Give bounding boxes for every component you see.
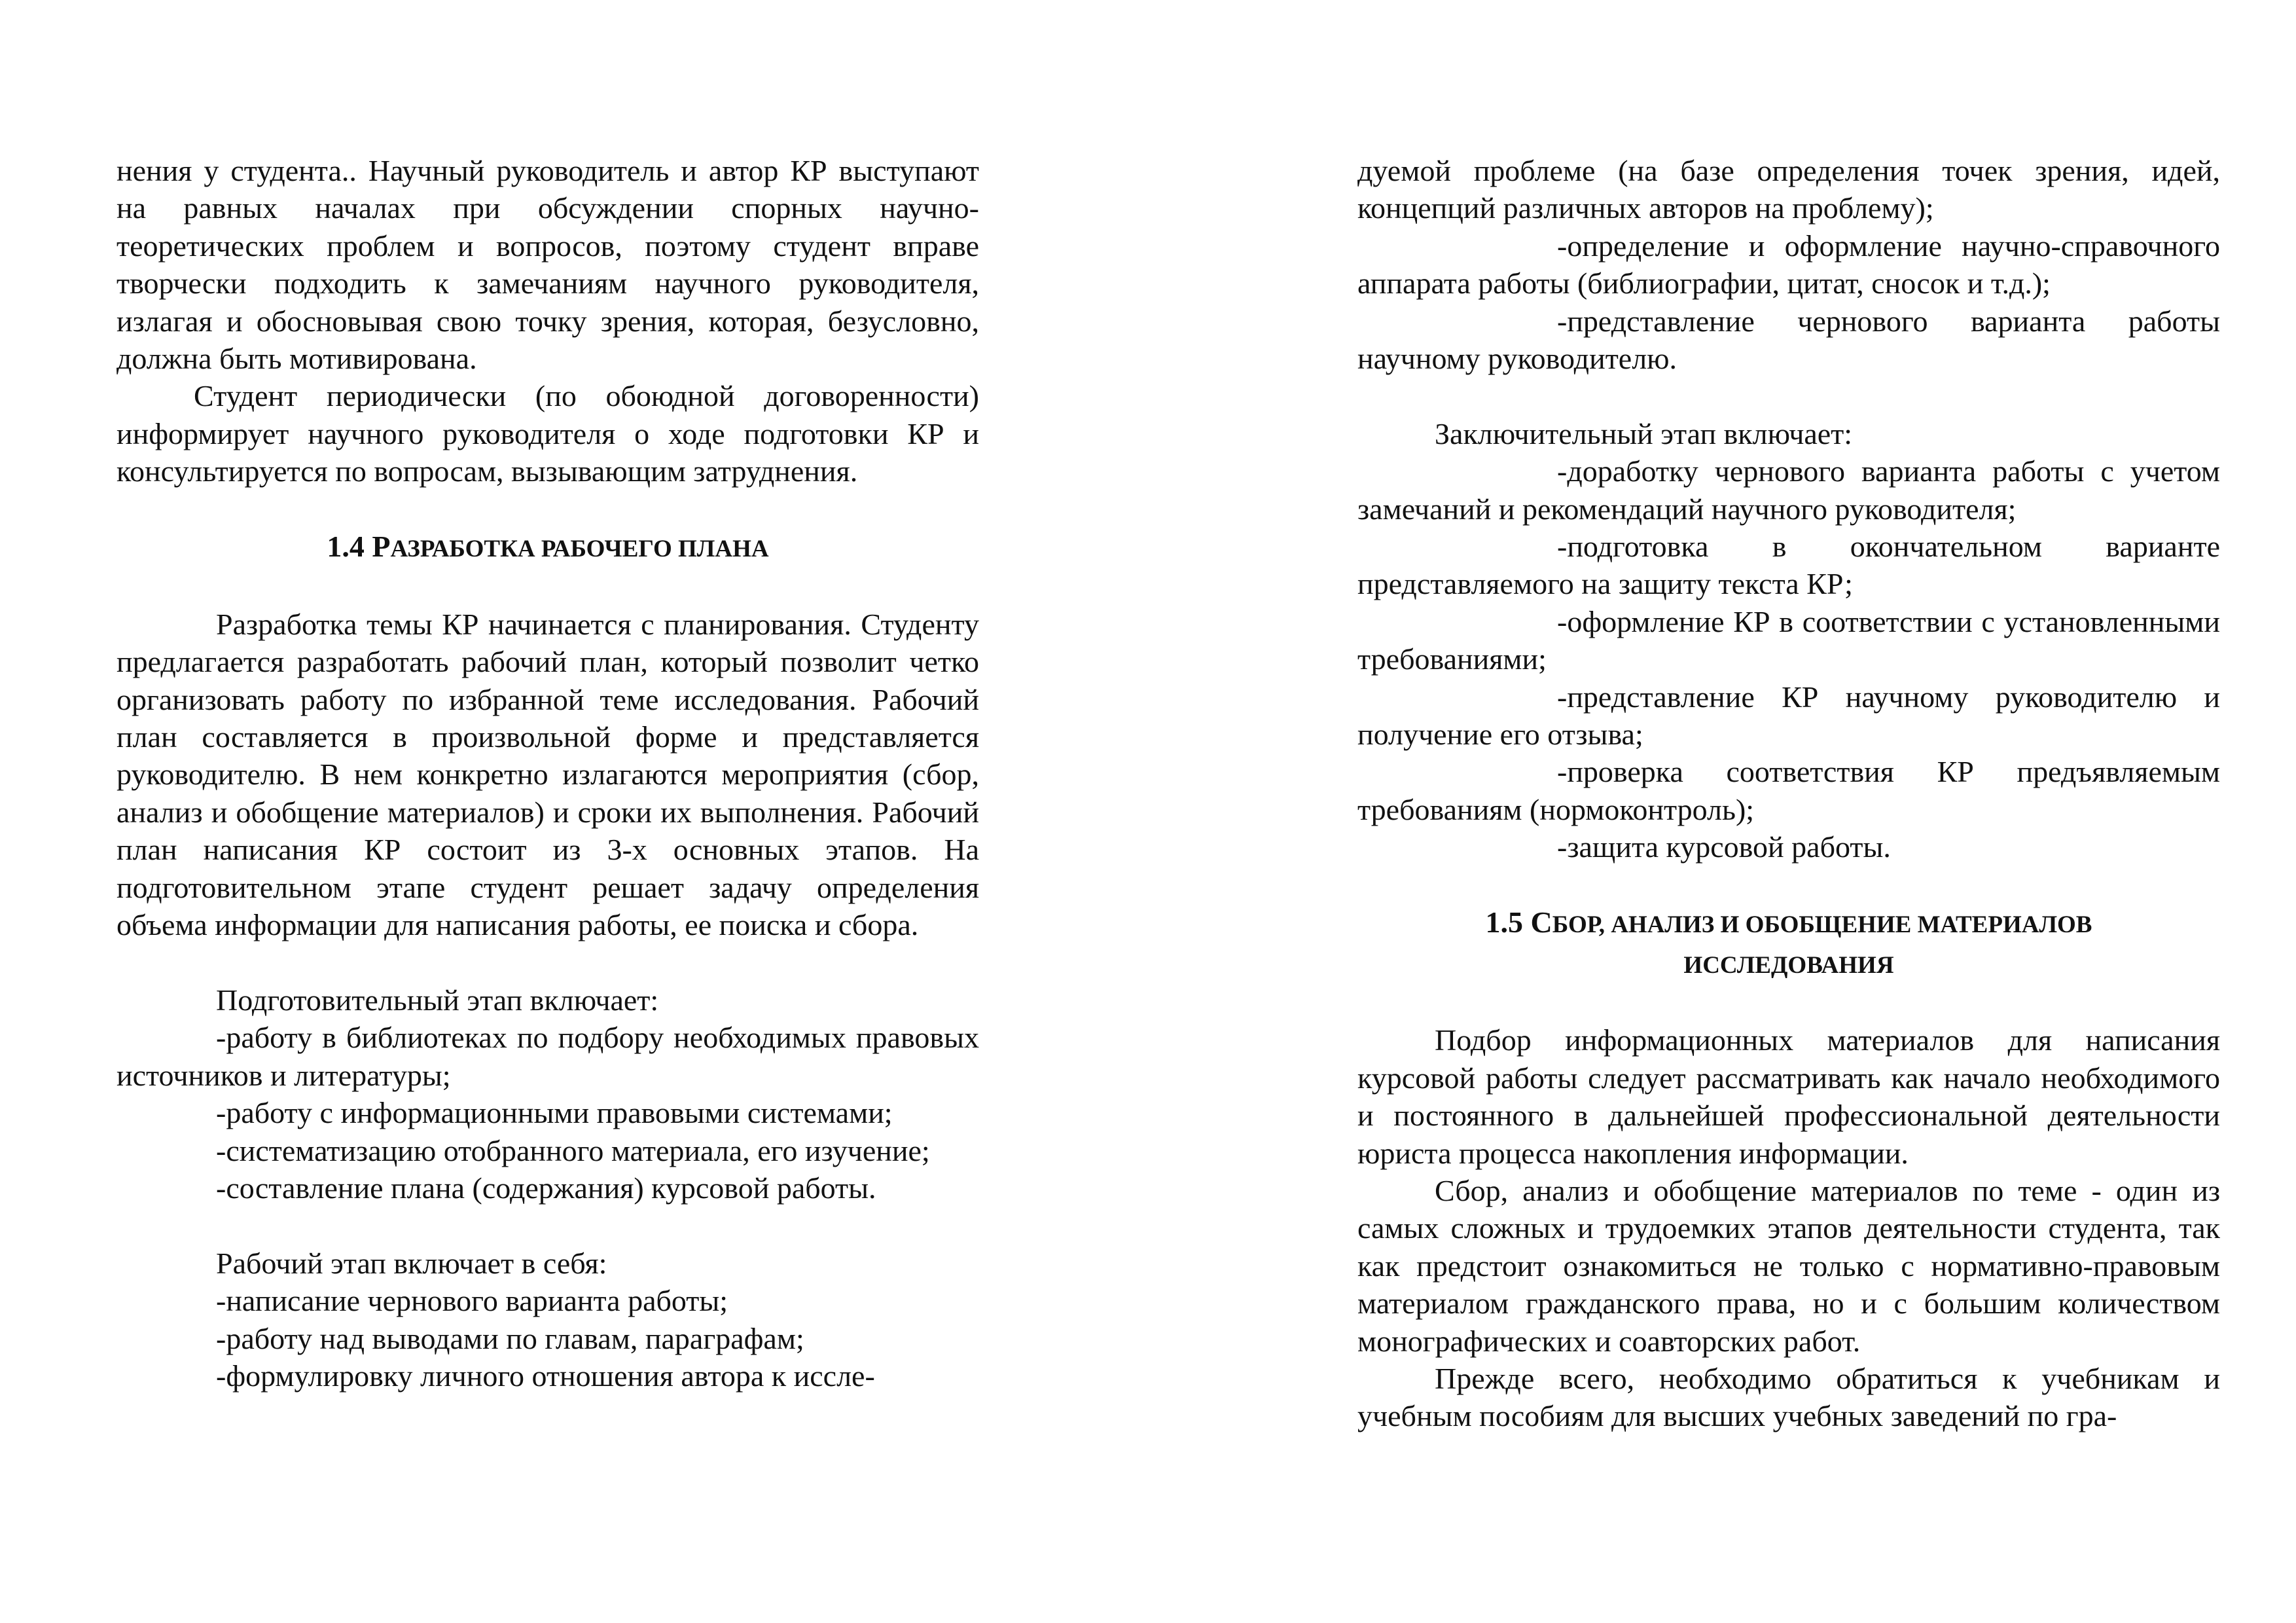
paragraph: Подбор информационных материалов для написания курсовой работы следует рассматривать как начало необходимого и постоянного в дальнейшей профессиональной деятельности юриста процесса накопления информации. bbox=[1357, 1023, 2220, 1170]
section-heading-1-5 bbox=[1357, 903, 2220, 984]
list-item: -представление чернового варианта работы научному руководителю. bbox=[1357, 304, 2220, 376]
paragraph: нения у студента.. Научный руководитель и автор КР выступают на равных началах при обсуждении спорных научно-теоретических проблем и вопросов, поэтому студент вправе творчески подходить к замечаниям научного руководителя, излагая и обосновывая свою точку зрения, которая, безусловно, должна быть мотивирована. bbox=[117, 154, 979, 376]
heading-text: АЗРАБОТКА РАБОЧЕГО ПЛАНА bbox=[390, 536, 769, 563]
list-title: Подготовительный этап включает: bbox=[216, 983, 659, 1017]
list-item: -работу в библиотеках по подбору необходимых правовых источников и литературы; bbox=[117, 1021, 979, 1092]
paragraph: Разработка темы КР начинается с планирования. Студенту предлагается разработать рабочий план, который позволит четко организовать работу по избранной теме исследования. Рабочий план составляется в произвольной форме и представляется руководителю. В нем конкретно излагаются мероприятия (сбор, анализ и обобщение материалов) и сроки их выполнения. Рабочий план написания КР состоит из 3-х основных этапов. На подготовительном этапе студент решает задачу определения объема информации для написания работы, ее поиска и сбора. bbox=[117, 607, 979, 942]
spacer bbox=[1357, 377, 2220, 414]
right-page bbox=[1357, 152, 2220, 1435]
paragraph: Прежде всего, необходимо обратиться к учебникам и учебным пособиям для высших учебных заведений по гра- bbox=[1357, 1361, 2220, 1433]
list-item: -формулировку личного отношения автора к иссле- bbox=[216, 1359, 875, 1393]
list-title: Заключительный этап включает: bbox=[1435, 416, 1853, 450]
heading-text: БОР, АНАЛИЗ И ОБОБЩЕНИЕ МАТЕРИАЛОВ bbox=[1552, 911, 2092, 939]
list-item: -доработку чернового варианта работы с учетом замечаний и рекомендаций научного руководителя; bbox=[1357, 454, 2220, 526]
heading-number: 1.4 Р bbox=[327, 530, 391, 564]
list-item: -работу над выводами по главам, параграфам; bbox=[216, 1321, 804, 1355]
list-item: -систематизацию отобранного материала, его изучение; bbox=[216, 1133, 930, 1167]
spacer bbox=[1357, 866, 2220, 903]
spacer bbox=[117, 490, 979, 528]
section-heading-1-4 bbox=[117, 528, 979, 568]
paragraph: Сбор, анализ и обобщение материалов по теме - один из самых сложных и трудоемких этапов деятельности студента, так как предстоит ознакомиться не только с нормативно-правовым материалом гражданского права, но и с большим количеством монографических и соавторских работ. bbox=[1357, 1173, 2220, 1358]
list-item: -подготовка в окончательном варианте представляемого на защиту текста КР; bbox=[1357, 530, 2220, 601]
list-item: -проверка соответствия КР предъявляемым требованиям (нормоконтроль); bbox=[1357, 755, 2220, 826]
left-page bbox=[117, 152, 979, 1395]
list-item: -составление плана (содержания) курсовой работы. bbox=[216, 1171, 876, 1205]
heading-number: 1.5 С bbox=[1485, 905, 1552, 939]
heading-text-line2: ИССЛЕДОВАНИЯ bbox=[1683, 951, 1894, 979]
spacer bbox=[117, 944, 979, 981]
list-item: -написание чернового варианта работы; bbox=[216, 1284, 728, 1318]
paragraph: дуемой проблеме (на базе определения точек зрения, идей, концепций различных авторов на проблему); bbox=[1357, 154, 2220, 225]
list-item: -защита курсовой работы. bbox=[1557, 830, 1891, 864]
list-item: -оформление КР в соответствии с установленными требованиями; bbox=[1357, 604, 2220, 676]
spacer bbox=[117, 568, 979, 605]
list-item: -работу с информационными правовыми системами; bbox=[216, 1096, 893, 1130]
paragraph: Студент периодически (по обоюдной договоренности) информирует научного руководителя о ходе подготовки КР и консультируется по вопросам, вызывающим затруднения. bbox=[117, 379, 979, 488]
list-item: -представление КР научному руководителю и получение его отзыва; bbox=[1357, 680, 2220, 752]
list-item: -определение и оформление научно-справочного аппарата работы (библиографии, цитат, сносок и т.д.); bbox=[1357, 228, 2220, 301]
spacer bbox=[117, 1207, 979, 1244]
list-title: Рабочий этап включает в себя: bbox=[216, 1246, 607, 1280]
spacer bbox=[1357, 984, 2220, 1021]
